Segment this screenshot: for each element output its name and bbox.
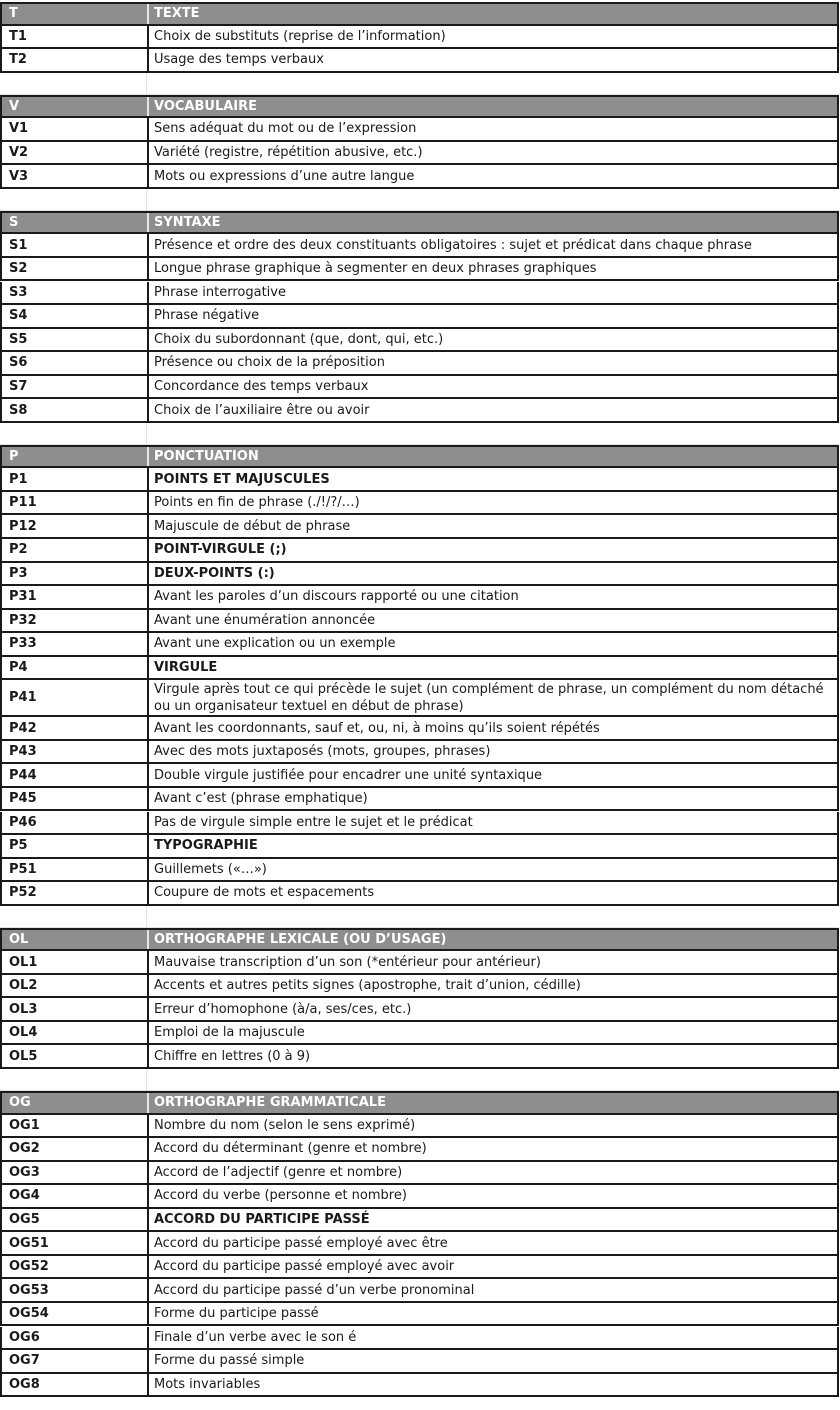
row-code: V1 bbox=[2, 118, 149, 140]
row-code: P44 bbox=[2, 764, 149, 786]
table-row bbox=[0, 1185, 839, 1209]
table-row bbox=[0, 741, 839, 765]
section-header bbox=[0, 95, 839, 119]
table-row bbox=[0, 352, 839, 376]
table-row bbox=[0, 539, 839, 563]
spacer-cell bbox=[0, 423, 147, 444]
table-row bbox=[0, 1279, 839, 1303]
table-row bbox=[0, 586, 839, 610]
row-description: Usage des temps verbaux bbox=[154, 52, 324, 68]
table-row bbox=[0, 998, 839, 1022]
row-code: P11 bbox=[2, 492, 149, 514]
section-code: T bbox=[2, 4, 149, 24]
table-row bbox=[0, 657, 839, 681]
row-code: S3 bbox=[2, 282, 149, 304]
row-code: P31 bbox=[2, 586, 149, 608]
row-code: P32 bbox=[2, 610, 149, 632]
table-row bbox=[0, 1350, 839, 1374]
table-row bbox=[0, 282, 839, 306]
table-row bbox=[0, 118, 839, 142]
table-row bbox=[0, 1256, 839, 1280]
row-code: P1 bbox=[2, 468, 149, 490]
row-code: OL4 bbox=[2, 1022, 149, 1044]
row-description: Présence ou choix de la préposition bbox=[154, 355, 385, 371]
table-row bbox=[0, 492, 839, 516]
row-code: S7 bbox=[2, 376, 149, 398]
row-description: Concordance des temps verbaux bbox=[154, 378, 369, 394]
row-description: Pas de virgule simple entre le sujet et le prédicat bbox=[154, 814, 473, 830]
row-description: Longue phrase graphique à segmenter en deux phrases graphiques bbox=[154, 261, 597, 277]
table-row bbox=[0, 1138, 839, 1162]
row-description: Accord du participe passé employé avec être bbox=[154, 1235, 448, 1251]
row-code: OG53 bbox=[2, 1279, 149, 1301]
row-description: Avant c’est (phrase emphatique) bbox=[154, 791, 368, 807]
row-description: Variété (registre, répétition abusive, etc.) bbox=[154, 145, 423, 161]
row-description: Accord du participe passé employé avec avoir bbox=[154, 1259, 455, 1275]
section-header bbox=[0, 928, 839, 952]
row-description: Phrase interrogative bbox=[154, 284, 286, 300]
row-description: Coupure de mots et espacements bbox=[154, 885, 375, 901]
section-title: PONCTUATION bbox=[154, 449, 259, 465]
table-row bbox=[0, 835, 839, 859]
section-spacer bbox=[0, 906, 839, 928]
table-row bbox=[0, 859, 839, 883]
row-code: S5 bbox=[2, 329, 149, 351]
row-description: Guillemets («…») bbox=[154, 861, 267, 877]
table-row bbox=[0, 1045, 839, 1069]
row-code: P45 bbox=[2, 788, 149, 810]
table-row bbox=[0, 165, 839, 189]
section-header bbox=[0, 445, 839, 469]
row-description: Mots ou expressions d’une autre langue bbox=[154, 168, 415, 184]
row-code: OG6 bbox=[2, 1327, 149, 1349]
row-code: OL3 bbox=[2, 998, 149, 1020]
row-code: T2 bbox=[2, 49, 149, 71]
row-code: OG7 bbox=[2, 1350, 149, 1372]
row-description: Avec des mots juxtaposés (mots, groupes, phrases) bbox=[154, 744, 491, 760]
row-description: Points en fin de phrase (./!/?/…) bbox=[154, 495, 360, 511]
row-code: OL1 bbox=[2, 951, 149, 973]
table-row bbox=[0, 764, 839, 788]
row-code: OG54 bbox=[2, 1303, 149, 1325]
row-code: S1 bbox=[2, 234, 149, 256]
table-row bbox=[0, 1162, 839, 1186]
spacer-cell bbox=[0, 73, 147, 94]
row-code: OG3 bbox=[2, 1162, 149, 1184]
table-row bbox=[0, 1327, 839, 1351]
row-code: OG2 bbox=[2, 1138, 149, 1160]
row-code: OG51 bbox=[2, 1232, 149, 1254]
section-title: VOCABULAIRE bbox=[154, 98, 258, 114]
row-code: OG52 bbox=[2, 1256, 149, 1278]
row-code: OG1 bbox=[2, 1115, 149, 1137]
spacer-cell bbox=[0, 906, 147, 927]
row-description: Choix de substituts (reprise de l’information) bbox=[154, 28, 446, 44]
row-description: Choix du subordonnant (que, dont, qui, etc.) bbox=[154, 331, 444, 347]
table-row bbox=[0, 812, 839, 836]
row-description: Phrase négative bbox=[154, 308, 260, 324]
row-description: Erreur d’homophone (à/a, ses/ces, etc.) bbox=[154, 1001, 412, 1017]
row-description: TYPOGRAPHIE bbox=[154, 838, 258, 854]
table-row bbox=[0, 26, 839, 50]
section-code: P bbox=[2, 447, 149, 467]
row-code: P43 bbox=[2, 741, 149, 763]
row-description: Forme du passé simple bbox=[154, 1353, 305, 1369]
row-description: Accord du participe passé d’un verbe pronominal bbox=[154, 1282, 475, 1298]
row-code: OL2 bbox=[2, 975, 149, 997]
row-description: POINTS ET MAJUSCULES bbox=[154, 471, 330, 487]
table-row bbox=[0, 563, 839, 587]
row-code: P33 bbox=[2, 633, 149, 655]
row-description: ACCORD DU PARTICIPE PASSÉ bbox=[154, 1212, 370, 1228]
row-description: Présence et ordre des deux constituants obligatoires : sujet et prédicat dans chaque phrase bbox=[154, 237, 752, 253]
section-spacer bbox=[0, 73, 839, 95]
row-description: Double virgule justifiée pour encadrer une unité syntaxique bbox=[154, 767, 543, 783]
table-row bbox=[0, 49, 839, 73]
row-description: Mauvaise transcription d’un son (*entérieur pour antérieur) bbox=[154, 954, 541, 970]
row-code: P51 bbox=[2, 859, 149, 881]
section-header bbox=[0, 2, 839, 26]
table-row bbox=[0, 788, 839, 812]
row-description: Emploi de la majuscule bbox=[154, 1025, 305, 1041]
section-code: S bbox=[2, 213, 149, 233]
row-description: Accents et autres petits signes (apostrophe, trait d’union, cédille) bbox=[154, 978, 581, 994]
row-code: OG5 bbox=[2, 1209, 149, 1231]
table-row bbox=[0, 717, 839, 741]
row-description: Majuscule de début de phrase bbox=[154, 518, 351, 534]
row-description: DEUX-POINTS (:) bbox=[154, 565, 275, 581]
row-code: P41 bbox=[2, 680, 149, 715]
row-code: OL5 bbox=[2, 1045, 149, 1067]
row-code: T1 bbox=[2, 26, 149, 48]
section-code: V bbox=[2, 97, 149, 117]
row-code: S4 bbox=[2, 305, 149, 327]
table-row bbox=[0, 399, 839, 423]
table-row bbox=[0, 234, 839, 258]
section-title: ORTHOGRAPHE GRAMMATICALE bbox=[154, 1095, 386, 1111]
table-row bbox=[0, 1115, 839, 1139]
row-code: P2 bbox=[2, 539, 149, 561]
row-description: Finale d’un verbe avec le son é bbox=[154, 1329, 357, 1345]
row-code: S2 bbox=[2, 258, 149, 280]
section-spacer bbox=[0, 1069, 839, 1091]
row-description: VIRGULE bbox=[154, 660, 218, 676]
row-code: P46 bbox=[2, 812, 149, 834]
row-description: POINT-VIRGULE (;) bbox=[154, 542, 287, 558]
row-code: OG8 bbox=[2, 1374, 149, 1396]
row-code: P4 bbox=[2, 657, 149, 679]
row-code: V3 bbox=[2, 165, 149, 187]
table-row bbox=[0, 142, 839, 166]
row-code: V2 bbox=[2, 142, 149, 164]
row-code: OG4 bbox=[2, 1185, 149, 1207]
section-spacer bbox=[0, 423, 839, 445]
row-description: Virgule après tout ce qui précède le sujet (un complément de phrase, un complément du nom détaché ou un organisateur textuel en début de phrase) bbox=[154, 681, 824, 714]
row-description: Avant une explication ou un exemple bbox=[154, 636, 396, 652]
row-description: Mots invariables bbox=[154, 1376, 261, 1392]
section-header bbox=[0, 211, 839, 235]
table-row bbox=[0, 1022, 839, 1046]
row-code: P12 bbox=[2, 515, 149, 537]
spacer-cell bbox=[147, 73, 839, 94]
table-row bbox=[0, 1303, 839, 1327]
row-description: Avant les paroles d’un discours rapporté ou une citation bbox=[154, 589, 519, 605]
section-code: OL bbox=[2, 930, 149, 950]
table-row bbox=[0, 680, 839, 717]
row-description: Forme du participe passé bbox=[154, 1306, 319, 1322]
row-code: P3 bbox=[2, 563, 149, 585]
spacer-cell bbox=[0, 189, 147, 210]
row-code: S8 bbox=[2, 399, 149, 421]
table-row bbox=[0, 882, 839, 906]
table-row bbox=[0, 376, 839, 400]
row-code: P5 bbox=[2, 835, 149, 857]
table-row bbox=[0, 468, 839, 492]
table-row bbox=[0, 1209, 839, 1233]
row-description: Avant une énumération annoncée bbox=[154, 612, 376, 628]
table-row bbox=[0, 258, 839, 282]
section-title: ORTHOGRAPHE LEXICALE (OU D’USAGE) bbox=[154, 931, 447, 947]
spacer-cell bbox=[0, 1069, 147, 1090]
row-description: Sens adéquat du mot ou de l’expression bbox=[154, 121, 417, 137]
section-code: OG bbox=[2, 1093, 149, 1113]
row-code: P42 bbox=[2, 717, 149, 739]
row-description: Accord du verbe (personne et nombre) bbox=[154, 1188, 407, 1204]
section-spacer bbox=[0, 189, 839, 211]
section-title: TEXTE bbox=[154, 6, 200, 22]
row-description: Accord de l’adjectif (genre et nombre) bbox=[154, 1164, 403, 1180]
table-row bbox=[0, 1374, 839, 1398]
row-code: S6 bbox=[2, 352, 149, 374]
section-title: SYNTAXE bbox=[154, 215, 221, 231]
spacer-cell bbox=[147, 423, 839, 444]
row-description: Choix de l’auxiliaire être ou avoir bbox=[154, 402, 370, 418]
row-code: P52 bbox=[2, 882, 149, 904]
row-description: Chiffre en lettres (0 à 9) bbox=[154, 1048, 311, 1064]
table-row bbox=[0, 975, 839, 999]
row-description: Avant les coordonnants, sauf et, ou, ni, à moins qu’ils soient répétés bbox=[154, 720, 600, 736]
table-row bbox=[0, 329, 839, 353]
spacer-cell bbox=[147, 189, 839, 210]
table-row bbox=[0, 515, 839, 539]
table-row bbox=[0, 305, 839, 329]
table-row bbox=[0, 610, 839, 634]
table-row bbox=[0, 951, 839, 975]
spacer-cell bbox=[147, 906, 839, 927]
row-description: Nombre du nom (selon le sens exprimé) bbox=[154, 1117, 416, 1133]
spacer-cell bbox=[147, 1069, 839, 1090]
section-header bbox=[0, 1091, 839, 1115]
row-description: Accord du déterminant (genre et nombre) bbox=[154, 1141, 427, 1157]
table-row bbox=[0, 1232, 839, 1256]
table-row bbox=[0, 633, 839, 657]
